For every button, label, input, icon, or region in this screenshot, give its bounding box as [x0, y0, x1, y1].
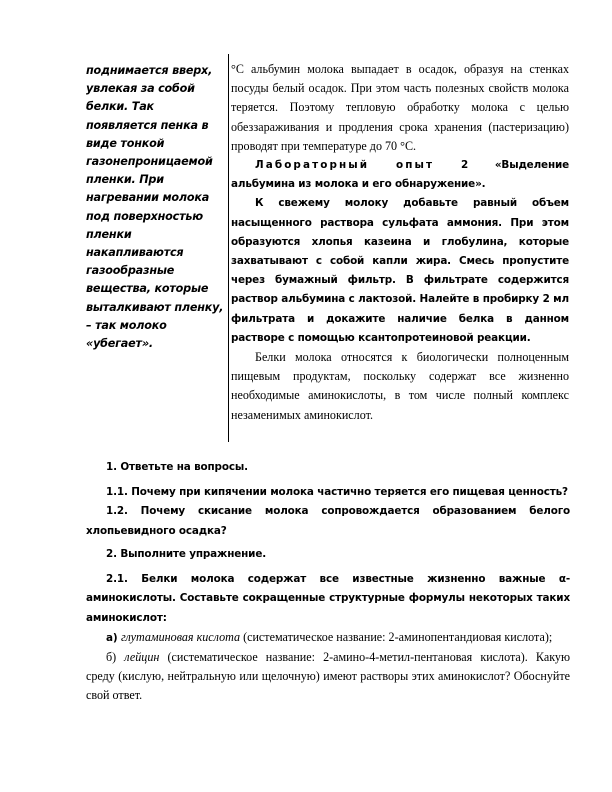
item-a-text: (систематическое название: 2-аминопентандиовая кислота); — [240, 629, 553, 644]
question-1-2: 1.2. Почему скисание молока сопровождается образованием белого хлопьевидного осадка? — [86, 505, 570, 537]
column-divider — [228, 54, 229, 442]
item-b-text: (систематическое название: 2-амино-4-метил-пентановая кислота). Какую среду (кислую, нейтральную или щелочную) имеют растворы этих аминокислот? Обоснуйте свой ответ. — [86, 650, 570, 703]
main-text-column — [231, 60, 569, 425]
exercise-heading: 2. Выполните упражнение. — [106, 548, 267, 560]
lab-procedure-paragraph: К свежему молоку добавьте равный объем насыщенного раствора сульфата аммония. При этом образуются хлопья казеина и глобулина, которые захватывают с собой капли жира. Смесь пропустите через бумажный фильтр. В фильтрате содержится раствор альбумина с лактозой. Налейте в пробирку 2 мл фильтрата и докажите наличие белка в данном растворе с помощью ксантопротеиновой реакции. — [231, 197, 569, 344]
exercise-intro: 2.1. Белки молока содержат все известные жизненно важные α-аминокислоты. Составьте сокращенные структурные формулы некоторых таких аминокислот: — [86, 573, 570, 624]
lab-experiment-heading — [231, 156, 569, 194]
item-a-name: глутаминовая кислота — [120, 629, 241, 644]
lab-experiment-label: Лабораторный опыт 2 — [255, 159, 471, 172]
item-b-name: лейцин — [124, 650, 160, 665]
side-note: поднимается вверх, увлекая за собой белки. Так появляется пенка в виде тонкой газонепроницаемой пленки. При нагревании молока под поверхностью пленки накапливаются газообразные вещества, которые выталкивают пленку, – так молоко «убегает». — [86, 64, 224, 351]
question-1-1: 1.1. Почему при кипячении молока частично теряется его пищевая ценность? — [106, 486, 568, 499]
exercise-section — [86, 545, 570, 706]
protein-value-paragraph: Белки молока относятся к биологически полноценным пищевым продуктам, поскольку содержат все жизненно необходимые аминокислоты, в том числе полный комплекс незаменимых аминокислот. — [231, 350, 569, 422]
exercise-item-b — [86, 648, 570, 706]
lab-experiment-title: «Выделение альбумина из молока и его обнаружение». — [231, 159, 569, 191]
item-b-label: б) — [106, 650, 125, 665]
questions-heading: 1. Ответьте на вопросы. — [106, 461, 248, 473]
questions-section — [86, 458, 570, 541]
albumin-paragraph: °С альбумин молока выпадает в осадок, образуя на стенках посуды белый осадок. При этом часть полезных свойств молока теряется. Поэтому тепловую обработку молока с целью обеззараживания и продления срока хранения (пастеризацию) проводят при температуре до 70 °С. — [231, 62, 569, 153]
item-a-label: а) — [106, 631, 121, 644]
exercise-item-a — [86, 628, 570, 648]
